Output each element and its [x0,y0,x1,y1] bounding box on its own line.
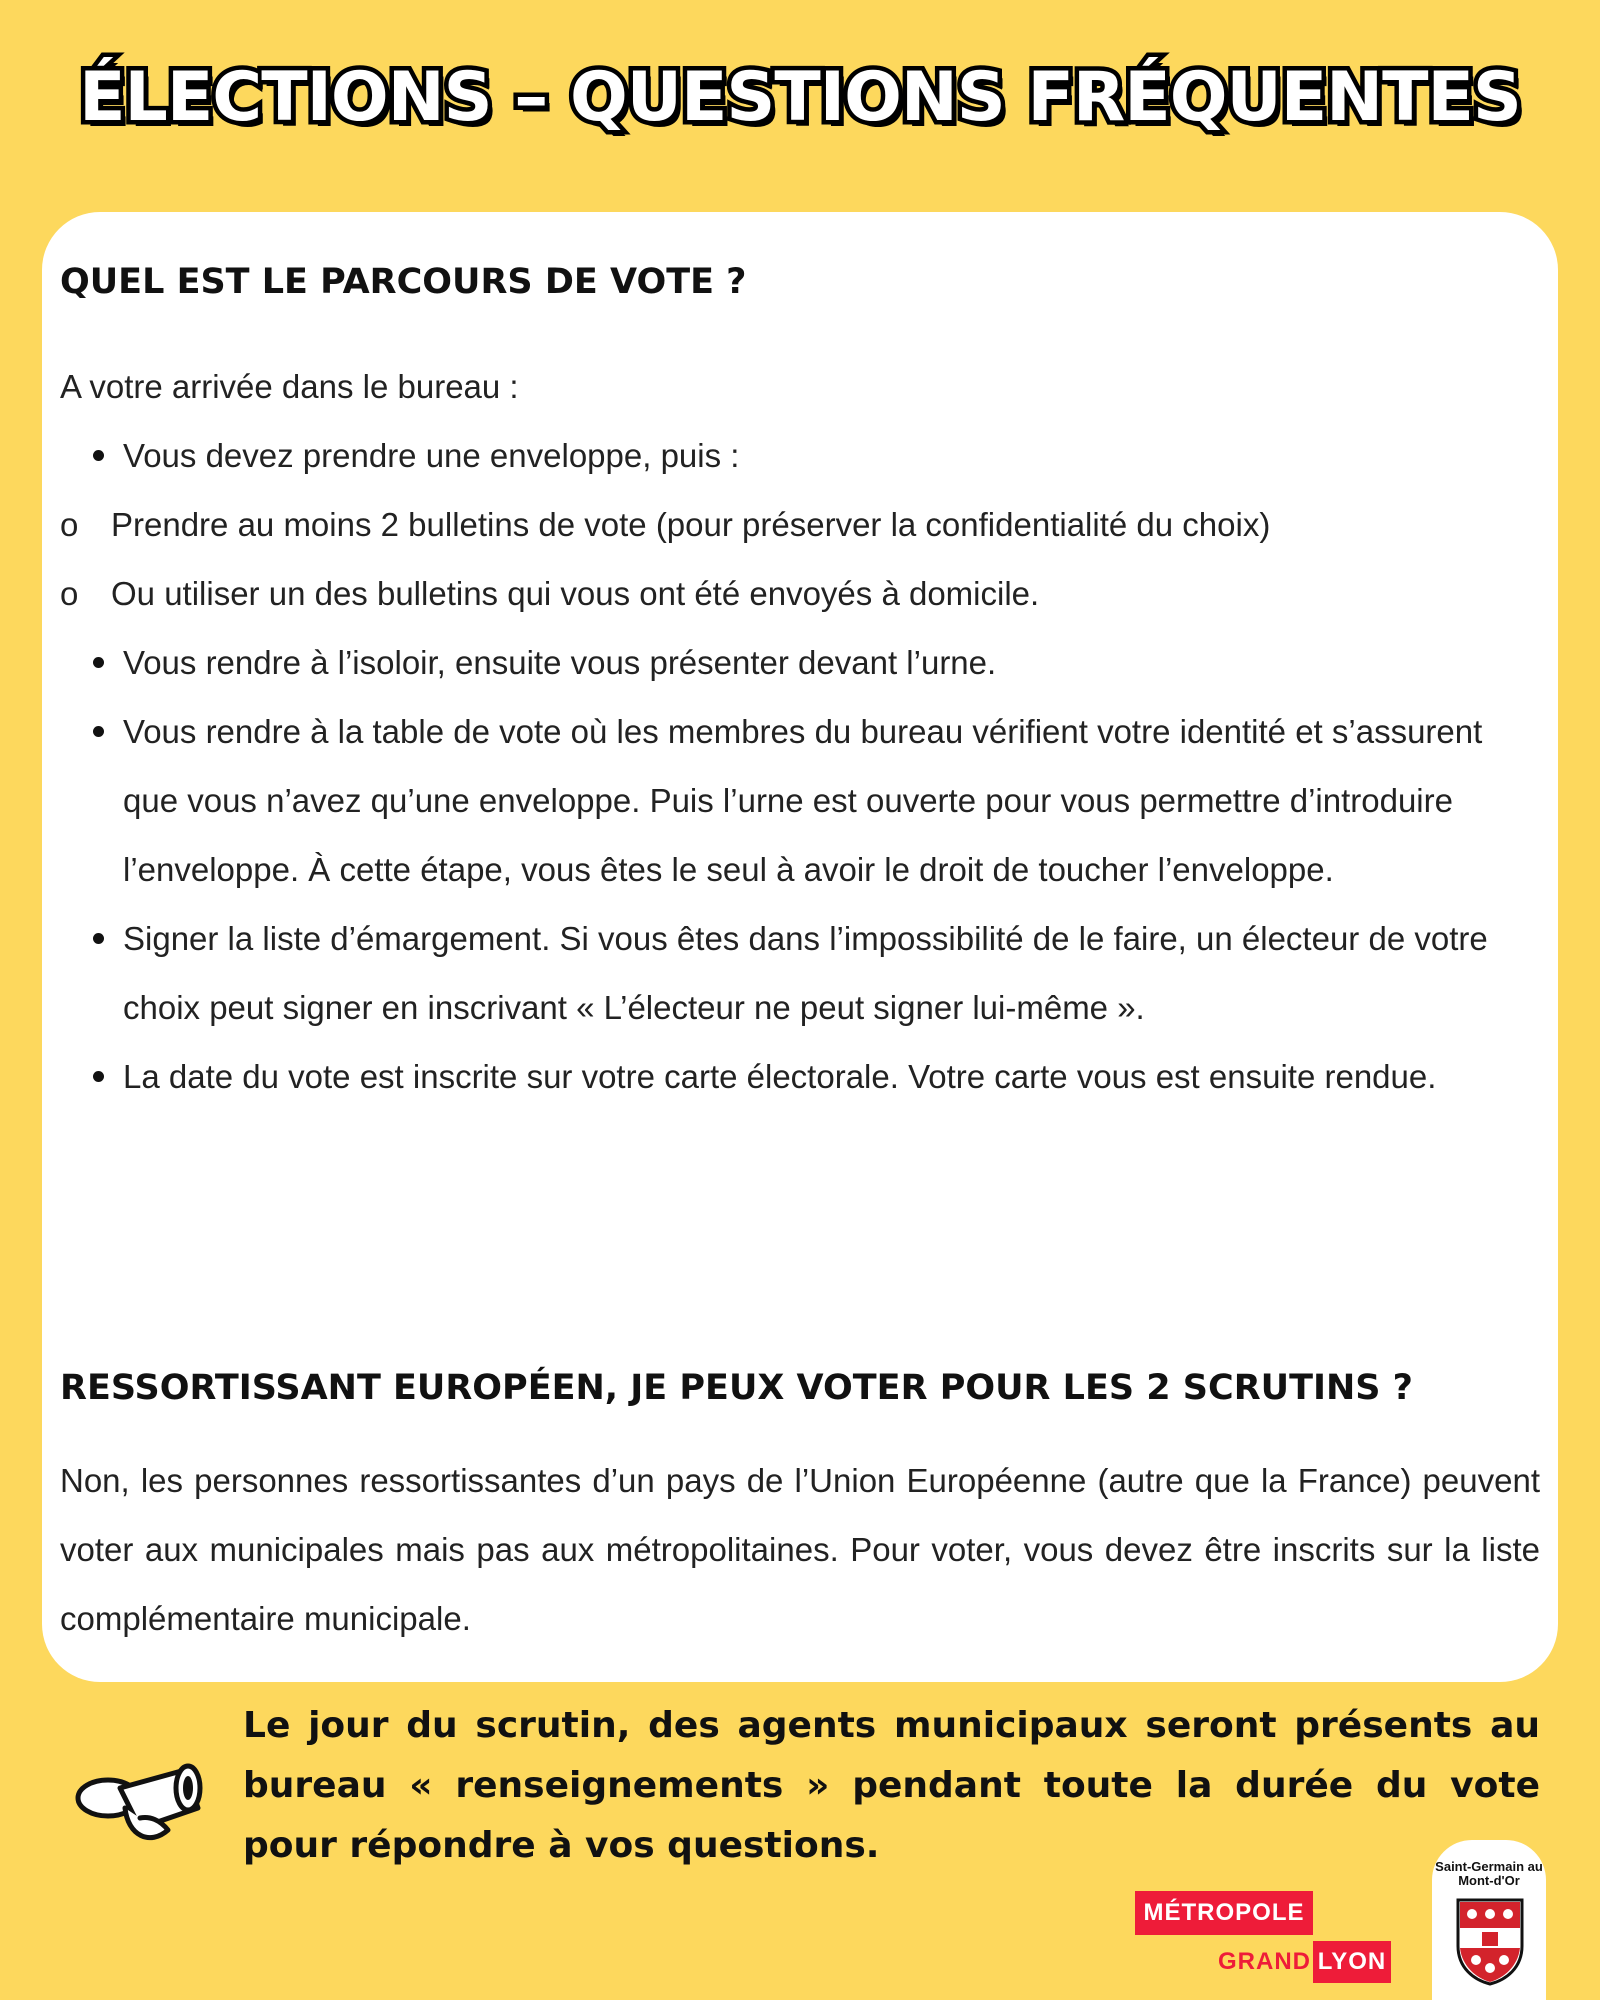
intro-text: A votre arrivée dans le bureau : [60,368,519,405]
list-item: Vous rendre à la table de vote où les membres du bureau vérifient votre identité et s’assurent que vous n’avez qu’une enveloppe. Puis l’urne est ouverte pour vous permettre d’introduire l’enveloppe. À cette étape, vous êtes le seul à avoir le droit de toucher l’enveloppe. [60,697,1530,904]
question-voting-process: QUEL EST LE PARCOURS DE VOTE ? [60,262,747,302]
sub-list-item: o Ou utiliser un des bulletins qui vous ont été envoyés à domicile. [60,575,1040,612]
logo-line-metropole: MÉTROPOLE [1135,1891,1313,1935]
footer-note: Le jour du scrutin, des agents municipaux seront présents au bureau « renseignements » pendant toute la durée du vote pour répondre à vos questions. [243,1705,1540,1866]
faq-card [42,212,1558,1682]
answer-european-citizen: Non, les personnes ressortissantes d’un pays de l’Union Européenne (autre que la France) peuvent voter aux municipales mais pas aux métropolitaines. Pour voter, vous devez être inscrits sur la liste complémentaire municipale. [60,1462,1540,1637]
page-title: ÉLECTIONS – QUESTIONS FRÉQUENTES [79,58,1521,137]
question-european-citizen: RESSORTISSANT EUROPÉEN, JE PEUX VOTER POUR LES 2 SCRUTINS ? [60,1368,1413,1408]
list-item: Vous devez prendre une enveloppe, puis : [60,421,1530,490]
town-logo [1432,1840,1546,2000]
binoculars-icon [70,1758,210,1848]
metropole-grand-lyon-logo [1135,1891,1395,1986]
town-name: Saint-Germain au Mont-d'Or [1435,1859,1543,1888]
list-item: La date du vote est inscrite sur votre carte électorale. Votre carte vous est ensuite rendue. [60,1042,1530,1111]
voting-steps-list [60,421,1530,1111]
sub-list-item: o Prendre au moins 2 bulletins de vote (pour préserver la confidentialité du choix) [60,506,1271,543]
logo-word-lyon: LYON [1313,1941,1391,1983]
list-item: Vous rendre à l’isoloir, ensuite vous présenter devant l’urne. [60,628,1530,697]
list-item: Signer la liste d’émargement. Si vous êtes dans l’impossibilité de le faire, un électeur de votre choix peut signer en inscrivant « L’électeur ne peut signer lui-même ». [60,904,1530,1042]
logo-word-grand: GRAND [1218,1948,1311,1975]
coat-of-arms-icon [1454,1896,1526,1986]
